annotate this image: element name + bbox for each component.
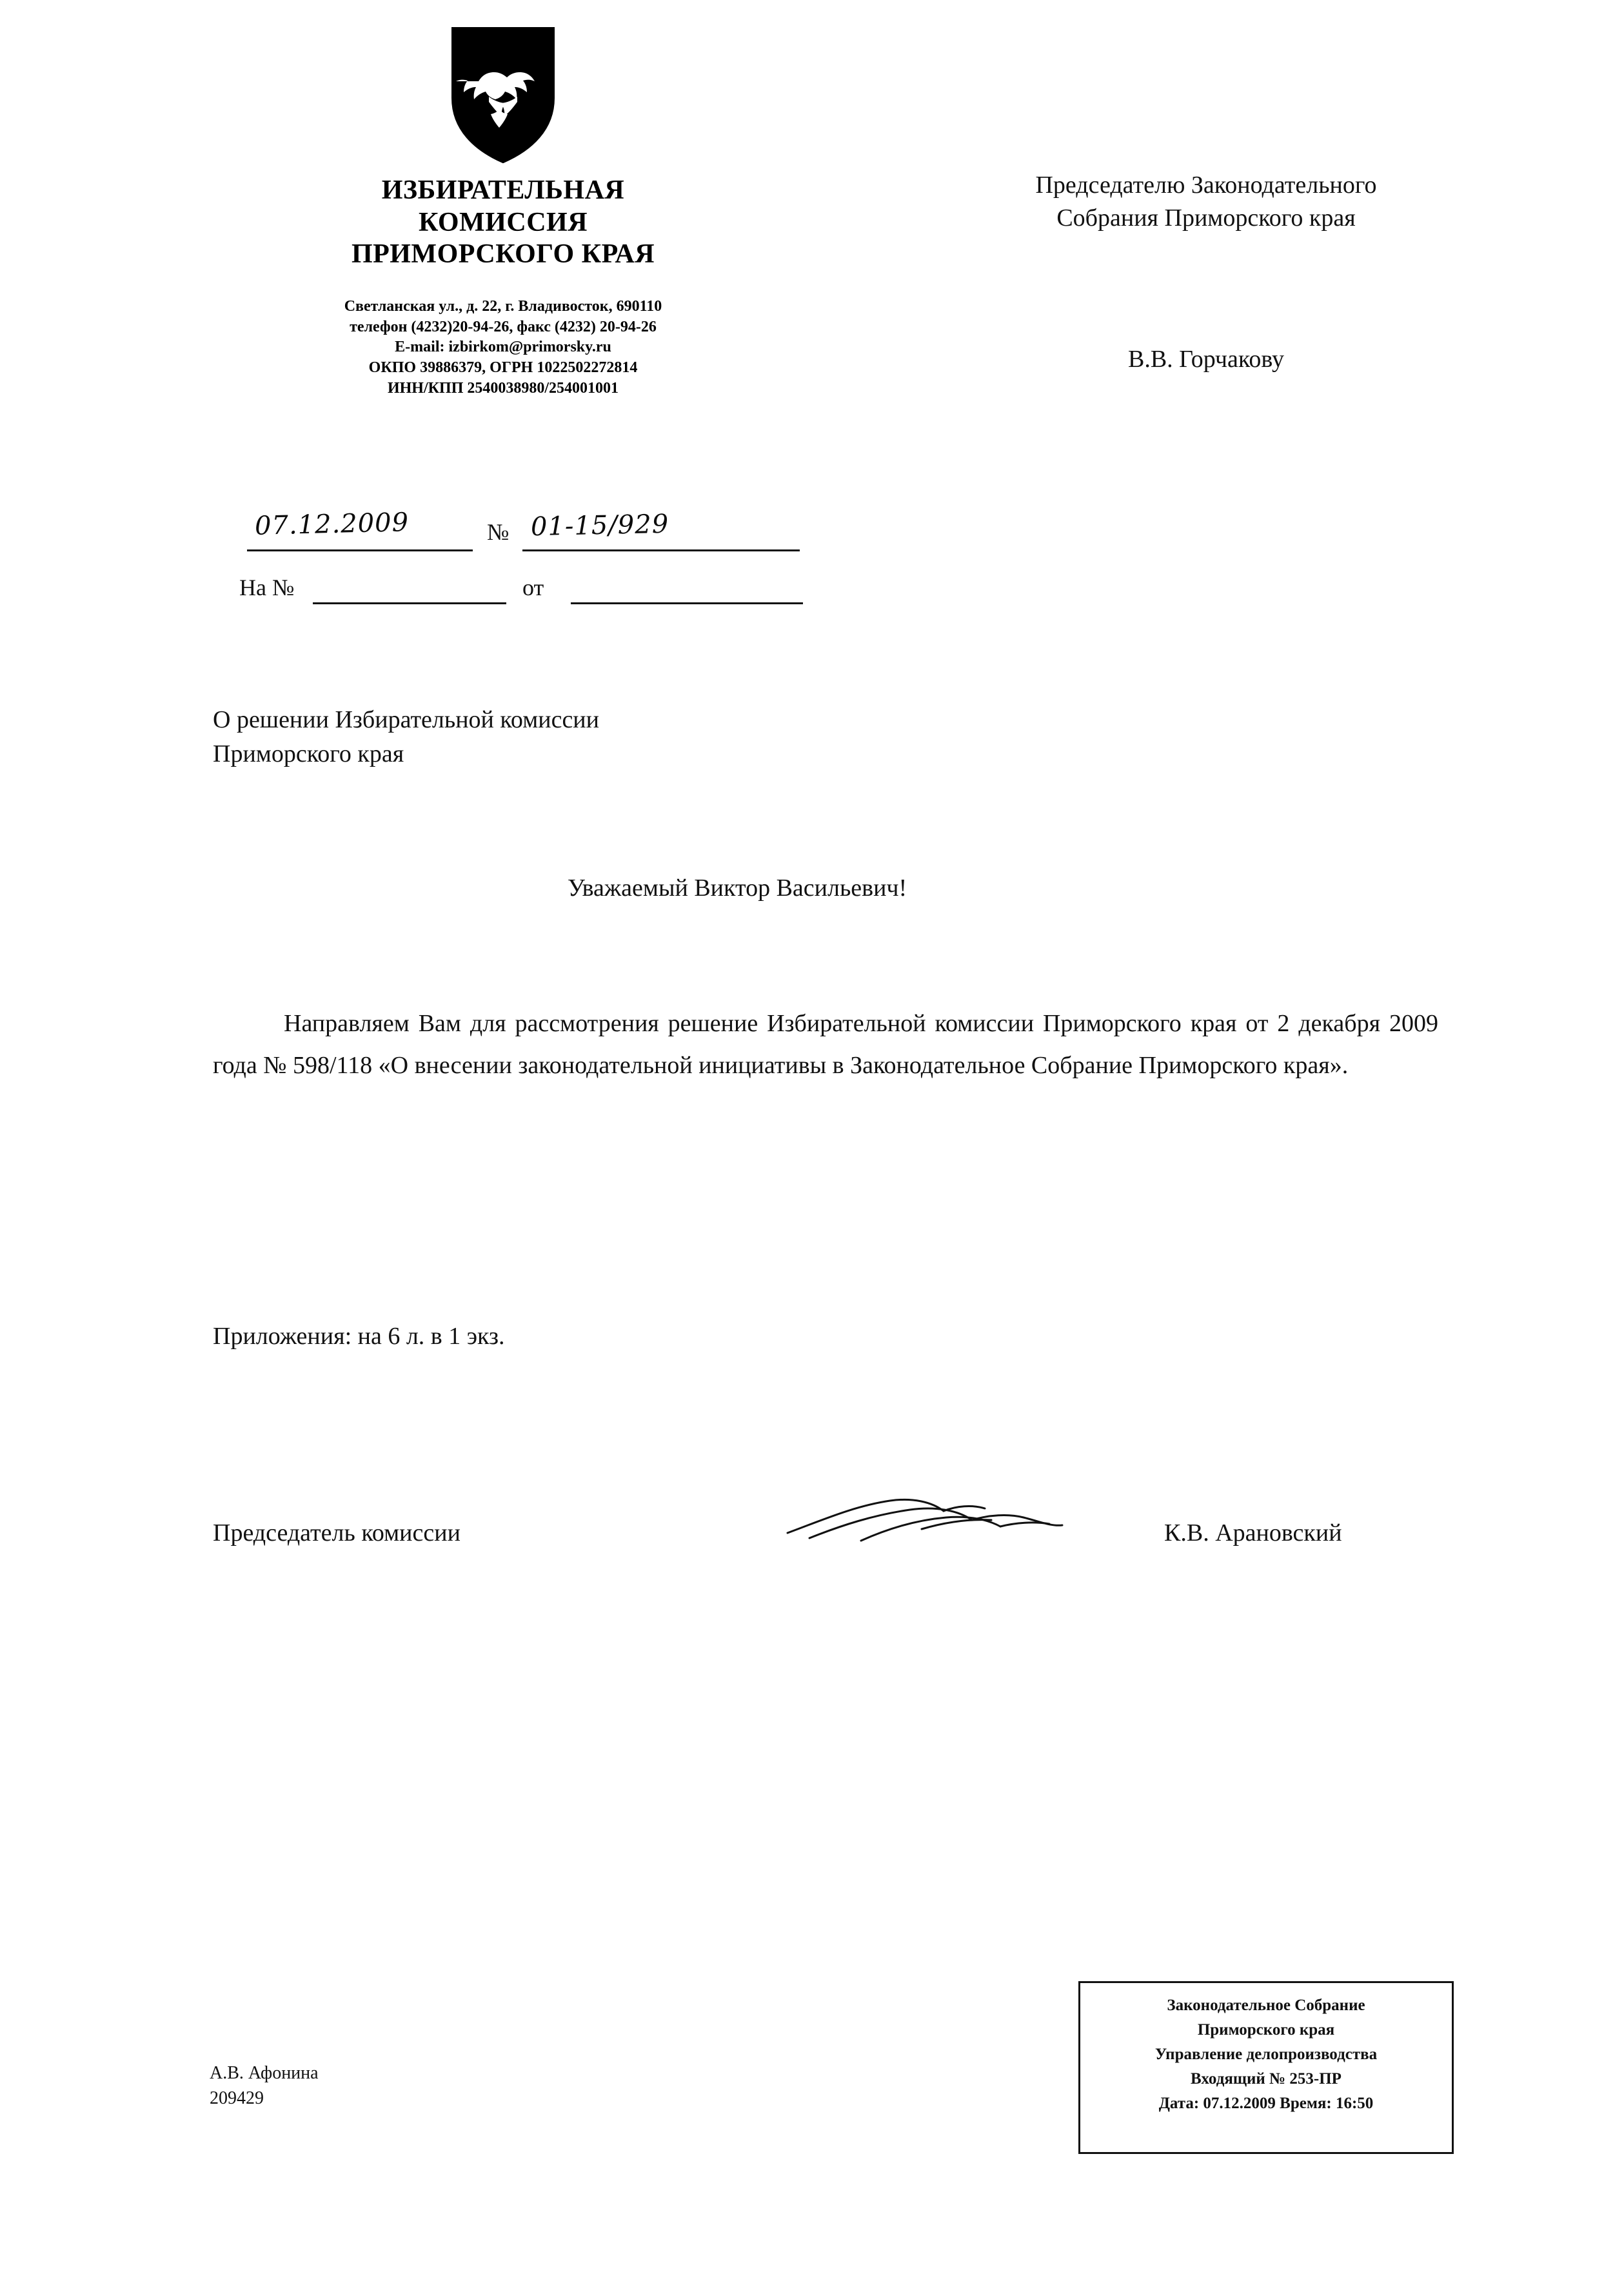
reference-row-outgoing bbox=[229, 509, 835, 556]
organization-inn-kpp: ИНН/КПП 2540038980/254001001 bbox=[387, 380, 619, 397]
addressee-name: В.В. Горчакову bbox=[1127, 346, 1285, 373]
signatory-title: Председатель комиссии bbox=[213, 1519, 460, 1546]
organization-email: E-mail: izbirkom@primorsky.ru bbox=[395, 339, 611, 356]
organization-name-line1: ИЗБИРАТЕЛЬНАЯ bbox=[381, 175, 625, 205]
outgoing-date-rule bbox=[247, 549, 473, 551]
reply-to-rule bbox=[313, 602, 506, 604]
letter-body: Направляем Вам для рассмотрения решение Избирательной комиссии Приморского края от 2 декабря 2009 года № 598/118 «О внесении законодательной инициативы в Законодательное Собрание Приморского края». bbox=[213, 1010, 1438, 1080]
subject-line2: Приморского края bbox=[213, 740, 404, 768]
organization-name-line3: ПРИМОРСКОГО КРАЯ bbox=[351, 239, 655, 270]
executor-phone: 209429 bbox=[210, 2088, 264, 2109]
signatory-name: К.В. Арановский bbox=[1164, 1519, 1342, 1546]
organization-name-line2: КОМИССИЯ bbox=[418, 207, 588, 237]
stamp-line3: Управление делопроизводства bbox=[1154, 2046, 1378, 2063]
organization-okpo-ogrn: ОКПО 39886379, ОГРН 1022502272814 bbox=[368, 359, 638, 377]
outgoing-date-value: 07.12.2009 bbox=[254, 508, 410, 541]
reference-row-incoming bbox=[229, 574, 835, 613]
letterhead bbox=[213, 26, 793, 399]
stamp-line2: Приморского края bbox=[1197, 2021, 1335, 2039]
subject-line bbox=[213, 703, 922, 771]
addressee-block bbox=[890, 169, 1522, 235]
executor-name: А.В. Афонина bbox=[210, 2063, 319, 2083]
outgoing-number-value: 01-15/929 bbox=[530, 509, 669, 542]
subject-line1: О решении Избирательной комиссии bbox=[213, 706, 599, 733]
organization-phone: телефон (4232)20-94-26, факс (4232) 20-94-26 bbox=[350, 318, 657, 335]
coat-of-arms-primorsky-krai-icon bbox=[449, 26, 557, 164]
stamp-line4: Входящий № 253-ПР bbox=[1191, 2070, 1342, 2088]
reference-block bbox=[229, 508, 835, 600]
reply-date-label: от bbox=[522, 575, 544, 600]
organization-contact-details bbox=[213, 297, 793, 400]
attachments-note: Приложения: на 6 л. в 1 экз. bbox=[213, 1323, 505, 1350]
salutation: Уважаемый Виктор Васильевич! bbox=[568, 874, 907, 902]
reply-date-rule bbox=[571, 602, 803, 604]
executor-block bbox=[210, 2060, 319, 2111]
stamp-line5: Дата: 07.12.2009 Время: 16:50 bbox=[1158, 2095, 1374, 2112]
organization-address: Светланская ул., д. 22, г. Владивосток, 690110 bbox=[344, 297, 662, 315]
addressee-line1: Председателю Законодательного bbox=[1035, 172, 1377, 199]
reply-to-label: На № bbox=[239, 575, 295, 600]
addressee-line2: Собрания Приморского края bbox=[1056, 204, 1356, 232]
outgoing-number-rule bbox=[522, 549, 800, 551]
outgoing-number-label: № bbox=[487, 519, 510, 545]
stamp-line1: Законодательное Собрание bbox=[1167, 1997, 1365, 2014]
organization-name bbox=[213, 175, 793, 271]
handwritten-signature bbox=[784, 1487, 1067, 1557]
incoming-registration-stamp bbox=[1078, 1981, 1454, 2154]
